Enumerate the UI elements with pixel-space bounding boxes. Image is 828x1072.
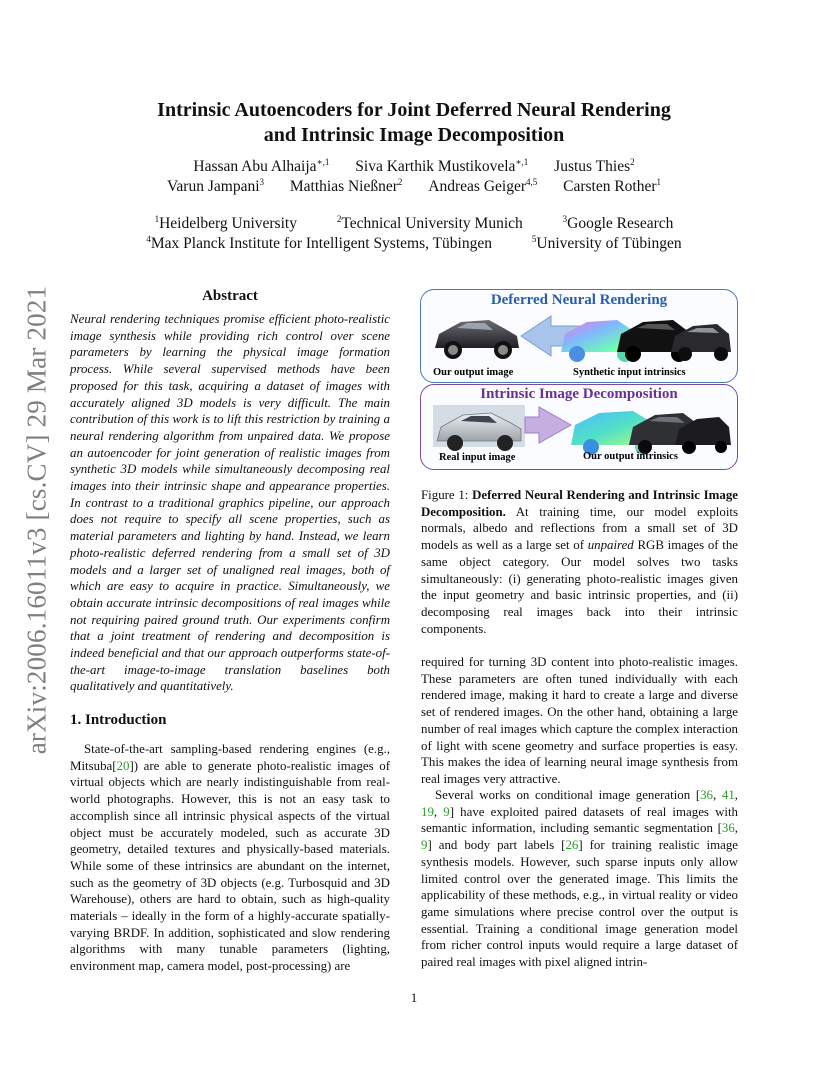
- citation-link[interactable]: 36: [700, 788, 713, 802]
- affiliation-list: [60, 214, 768, 254]
- panel-label: Real input image: [439, 452, 516, 463]
- figure-caption: Figure 1: Deferred Neural Rendering and Intrinsic Image Decomposition. At training time, our model exploits normals, albedo and reflections from a small set of 3D models as well as a large set of unpaired RGB images of the same object category. Our model solves two tasks simultaneously: (i) generating photo-realistic images given the input geometry and basic intrinsic properties, and (ii) decomposing real images back into their intrinsic components.: [421, 488, 738, 636]
- panel-title: Intrinsic Image Decomposition: [480, 386, 678, 402]
- citation-link[interactable]: 19: [421, 804, 434, 819]
- abstract-body: Neural rendering techniques promise efficient photo-realistic image synthesis while providing rich control over scene parameters by learning the physical image formation process. While several supervised methods have been proposed for this task, acquiring a dataset of images with accurately aligned 3D models is very difficult. The main contribution of this work is to lift this restriction by training a neural rendering algorithm from unpaired data. We propose an autoencoder for joint generation of realistic images from synthetic 3D models while simultaneously decomposing real images into their intrinsic shape and appearance properties. In contrast to a traditional graphics pipeline, our approach does not require to specify all scene properties, such as material parameters and lighting by hand. Instead, we learn photo-realistic deferred rendering from a small set of 3D models and a larger set of unaligned real images, both of which are easy to acquire in practice. Simultaneously, we obtain accurate intrinsic decompositions of real images while not requiring paired ground truth. Our experiments confirm that a joint treatment of rendering and decomposition is indeed beneficial and that our approach outperforms state-of-the-art image-to-image translation baselines both qualitatively and quantitatively.: [70, 312, 390, 694]
- section-heading-introduction: 1. Introduction: [70, 712, 167, 728]
- panel-label: Our output intrinsics: [583, 451, 678, 462]
- affiliation: $^2$Technical University Munich: [336, 213, 523, 232]
- author: Varun Jampani$^3$: [166, 176, 264, 195]
- output-intrinsics-images: [571, 411, 731, 455]
- synthetic-intrinsics-images: [561, 320, 731, 362]
- output-car-image: [435, 320, 519, 359]
- affiliation: $^3$Google Research: [562, 213, 674, 232]
- citation-link[interactable]: 9: [421, 838, 428, 853]
- citation-link[interactable]: 20: [116, 758, 130, 773]
- author-list: [60, 157, 768, 197]
- affiliation: $^5$University of Tübingen: [531, 233, 682, 252]
- citation-link[interactable]: 36: [721, 821, 735, 836]
- panel-title: Deferred Neural Rendering: [490, 292, 668, 308]
- body-paragraph: Several works on conditional image generation [36, 41, 19, 9] have exploited paired datasets of real images with semantic information, including semantic segmentation [36, 9] and body part labels [26] for training realistic image synthesis models. However, such sparse inputs only allow limited control over the generated image. This limits the applicability of these methods, e.g., in virtual reality or video game simulations where precise control over the output is essential. Training a conditional image generation model from richer control inputs would require a large dataset of paired real images with pixel aligned intrin-: [421, 788, 739, 970]
- arxiv-identifier: arXiv:2006.16011v3 [cs.CV] 29 Mar 2021: [21, 285, 52, 755]
- teaser-figure: [420, 289, 738, 474]
- citation-link[interactable]: 26: [565, 838, 579, 853]
- author: Carsten Rother$^1$: [563, 176, 662, 195]
- author: Hassan Abu Alhaija$^{∗,1}$: [193, 156, 330, 175]
- paper-title: Intrinsic Autoencoders for Joint Deferred Neural Rendering and Intrinsic Image Decomposition: [157, 99, 671, 146]
- body-paragraph: required for turning 3D content into photo-realistic images. These parameters are often tuned individually with each rendered image, making it hard to create a large and diverse set of rendered images. On the other hand, obtaining a large number of real images which capture the complex interaction of light with scene geometry and surface properties is easy. This makes the idea of learning neural image synthesis from real images very attractive.: [421, 655, 738, 786]
- author: Justus Thies$^2$: [554, 156, 635, 175]
- decomposition-panel: [420, 384, 738, 470]
- abstract-heading: Abstract: [202, 288, 258, 304]
- author: Siva Karthik Mustikovela$^{∗,1}$: [355, 156, 529, 175]
- panel-label: Synthetic input intrinsics: [573, 367, 686, 378]
- affiliation: $^1$Heidelberg University: [154, 213, 297, 232]
- deferred-rendering-panel: [420, 289, 738, 383]
- author: Andreas Geiger$^{4,5}$: [428, 176, 538, 195]
- page-number: 1: [410, 990, 418, 1005]
- real-input-car-image: [433, 405, 525, 451]
- citation-link[interactable]: 41: [721, 788, 735, 802]
- panel-label: Our output image: [433, 367, 514, 378]
- author: Matthias Nießner$^2$: [289, 176, 403, 195]
- introduction-paragraph: State-of-the-art sampling-based rendering engines (e.g., Mitsuba[20]) are able to generate photo-realistic images of virtual objects which are nearly indistinguishable from real-world photographs. However, this is not an easy task to accomplish since all intrinsic physical aspects of the virtual object must be accurately modeled, such as accurate 3D geometry, detailed textures and physically-based materials. While some of these intrinsics are abundant on the internet, such as the geometry of 3D objects (e.g. Turbosquid and 3D Warehouse), others are hard to obtain, such as high-quality materials – ideally in the form of a highly-accurate spatially-varying BRDF. In addition, sophisticated and slow rendering algorithms with many tunable parameters (lighting, environment map, camera model, post-processing) are: [70, 742, 390, 974]
- affiliation: $^4$Max Planck Institute for Intelligent Systems, Tübingen: [146, 233, 492, 252]
- direction-arrow: [525, 407, 571, 443]
- citation-link[interactable]: 9: [443, 804, 450, 819]
